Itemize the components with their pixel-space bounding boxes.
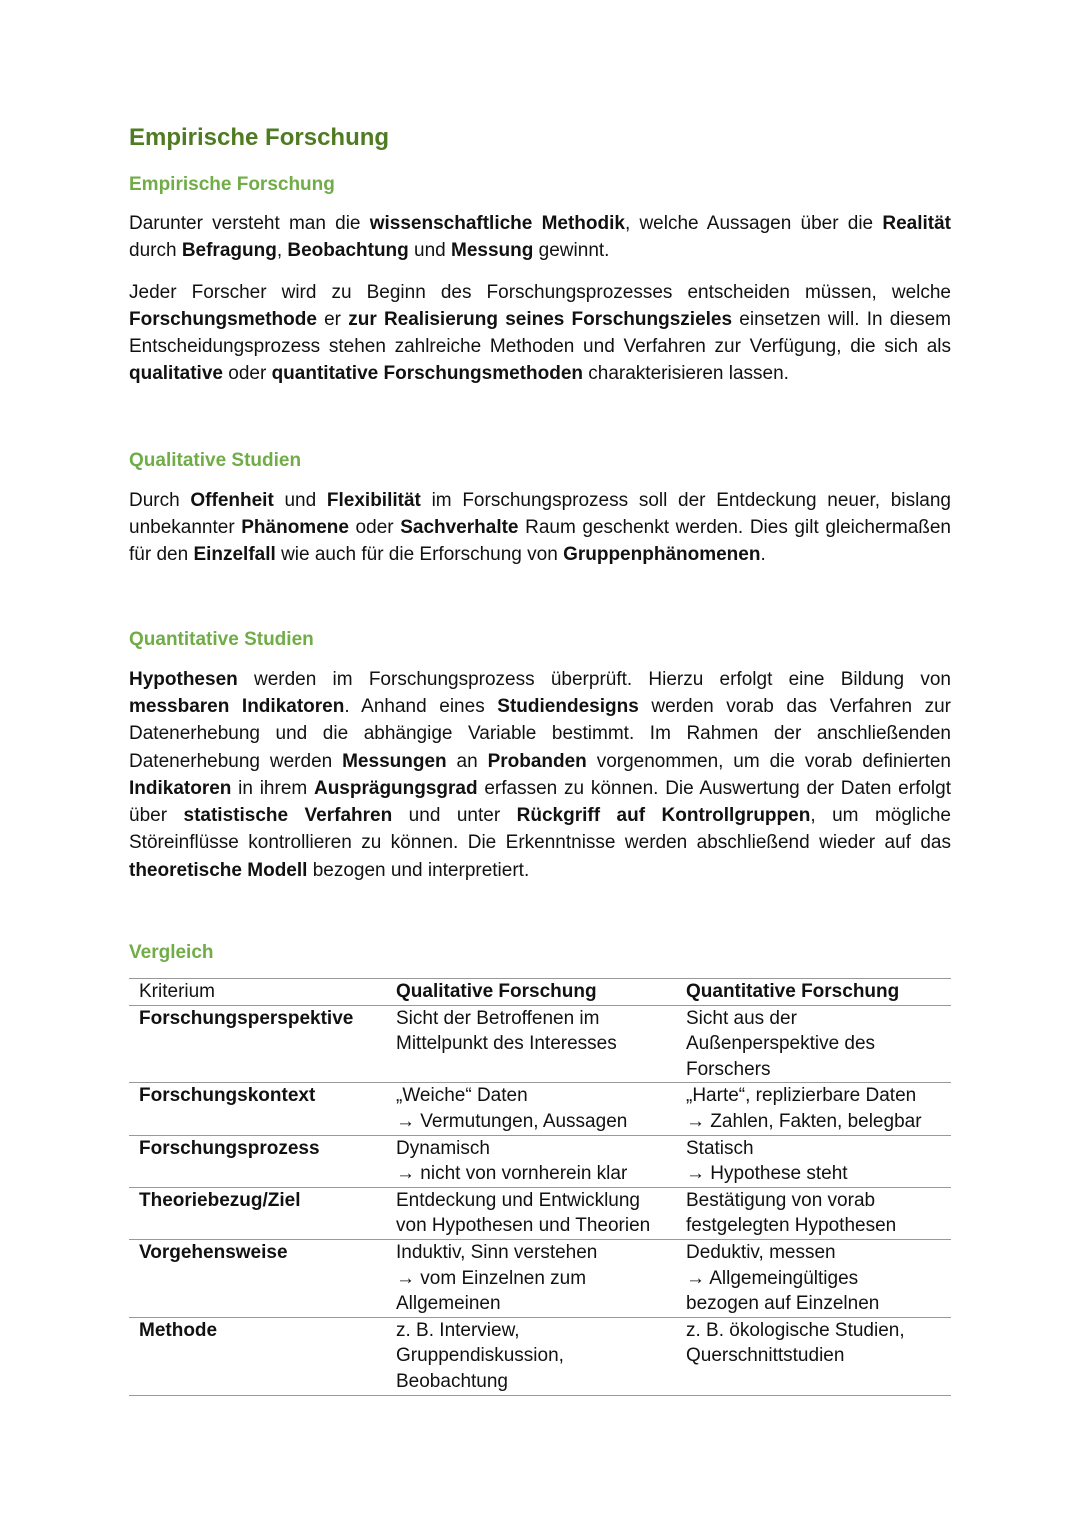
section-heading-vergleich: Vergleich xyxy=(129,942,214,964)
criterion-cell: Theoriebezug/Ziel xyxy=(129,1187,386,1239)
qualitative-cell: „Weiche“ Daten → Vermutungen, Aussagen xyxy=(386,1083,676,1135)
intro-paragraph-1: Darunter versteht man die wissenschaftliche Methodik, welche Aussagen über die Realität durch Befragung, Beobachtung und Messung gewinnt. xyxy=(129,213,951,262)
criterion-cell: Forschungskontext xyxy=(129,1083,386,1135)
quantitative-cell: Sicht aus der Außenperspektive des Forschers xyxy=(676,1005,951,1083)
header-quantitative: Quantitative Forschung xyxy=(676,979,951,1006)
header-kriterium: Kriterium xyxy=(129,979,386,1006)
header-qualitative: Qualitative Forschung xyxy=(386,979,676,1006)
quantitative-paragraph: Hypothesen werden im Forschungsprozess überprüft. Hierzu erfolgt eine Bildung von messbaren Indikatoren. Anhand eines Studiendesigns werden vorab das Verfahren zur Datenerhebung und die abhängige Variable bestimmt. Im Rahmen der anschließenden Datenerhebung werden Messungen an Probanden vorgenommen, um die vorab definierten Indikatoren in ihrem Ausprägungsgrad erfassen zu können. Die Auswertung der Daten erfolgt über statistische Verfahren und unter Rückgriff auf Kontrollgruppen, um mögliche Störeinflüsse kontrollieren zu können. Die Erkenntnisse werden abschließend wieder auf das theoretische Modell bezogen und interpretiert. xyxy=(129,668,951,881)
table-row xyxy=(129,1239,951,1317)
qualitative-cell: z. B. Interview, Gruppendiskussion, Beobachtung xyxy=(386,1317,676,1395)
qualitative-paragraph: Durch Offenheit und Flexibilität im Forschungsprozess soll der Entdeckung neuer, bislang unbekannter Phänomene oder Sachverhalte Raum geschenkt werden. Dies gilt gleichermaßen für den Einzelfall wie auch für die Erforschung von Gruppenphänomenen. xyxy=(129,489,951,566)
criterion-cell: Forschungsprozess xyxy=(129,1135,386,1187)
qualitative-cell: Sicht der Betroffenen im Mittelpunkt des Interesses xyxy=(386,1005,676,1083)
quantitative-cell: z. B. ökologische Studien, Querschnittstudien xyxy=(676,1317,951,1395)
document-page xyxy=(129,124,951,1396)
criterion-cell: Forschungsperspektive xyxy=(129,1005,386,1083)
section-heading-quantitative-studien: Quantitative Studien xyxy=(129,628,314,650)
page-title: Empirische Forschung xyxy=(129,124,390,151)
comparison-table xyxy=(129,978,951,1396)
table-row xyxy=(129,1135,951,1187)
table-row xyxy=(129,1187,951,1239)
criterion-cell: Methode xyxy=(129,1317,386,1395)
table-row xyxy=(129,1083,951,1135)
table-row xyxy=(129,1005,951,1083)
intro-paragraph-2: Jeder Forscher wird zu Beginn des Forschungsprozesses entscheiden müssen, welche Forschungsmethode er zur Realisierung seines Forschungszieles einsetzen will. In diesem Entscheidungsprozess stehen zahlreiche Methoden und Verfahren zur Verfügung, die sich als qualitative oder quantitative Forschungsmethoden charakterisieren lassen. xyxy=(129,281,952,385)
section-heading-empirische-forschung: Empirische Forschung xyxy=(129,174,335,195)
quantitative-cell: Deduktiv, messen → Allgemeingültiges bezogen auf Einzelnen xyxy=(676,1239,951,1317)
table-row xyxy=(129,1317,951,1395)
qualitative-cell: Entdeckung und Entwicklung von Hypothesen und Theorien xyxy=(386,1187,676,1239)
quantitative-cell: Statisch → Hypothese steht xyxy=(676,1135,951,1187)
qualitative-cell: Dynamisch → nicht von vornherein klar xyxy=(386,1135,676,1187)
section-heading-qualitative-studien: Qualitative Studien xyxy=(129,449,302,471)
quantitative-cell: „Harte“, replizierbare Daten → Zahlen, Fakten, belegbar xyxy=(676,1083,951,1135)
quantitative-cell: Bestätigung von vorab festgelegten Hypothesen xyxy=(676,1187,951,1239)
qualitative-cell: Induktiv, Sinn verstehen → vom Einzelnen zum Allgemeinen xyxy=(386,1239,676,1317)
criterion-cell: Vorgehensweise xyxy=(129,1239,386,1317)
table-header-row xyxy=(129,979,951,1006)
